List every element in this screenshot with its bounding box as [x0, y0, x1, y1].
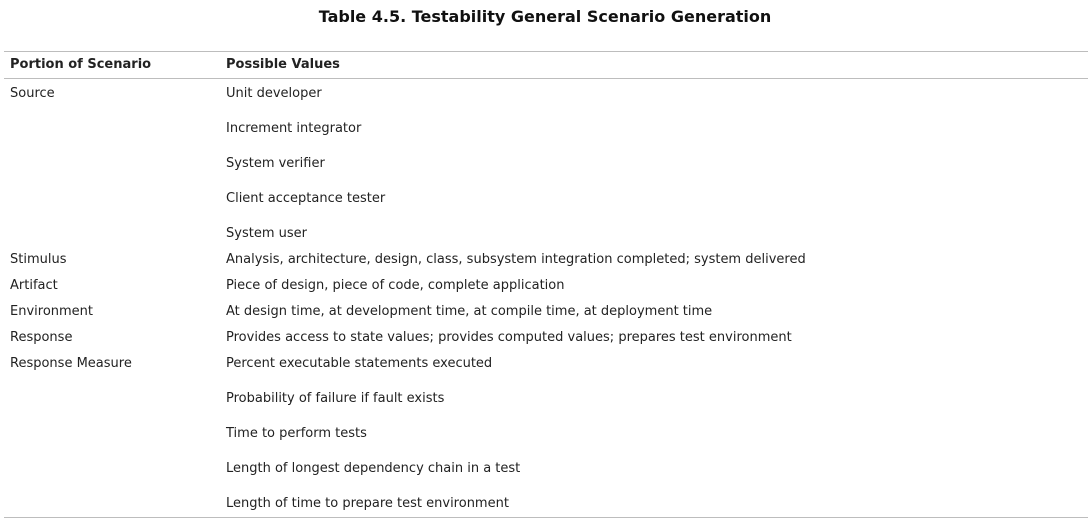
value-item: System user — [226, 226, 307, 241]
row-values-list — [226, 355, 520, 513]
header-portion-of-scenario: Portion of Scenario — [10, 57, 152, 72]
row-portion-label: Response Measure — [10, 356, 132, 371]
value-item: Length of longest dependency chain in a test — [226, 461, 521, 476]
row-values-list — [226, 303, 712, 321]
value-item: Probability of failure if fault exists — [226, 391, 445, 406]
row-portion-label: Environment — [10, 304, 94, 319]
header-possible-values: Possible Values — [226, 57, 340, 72]
row-values-list — [226, 329, 792, 347]
value-item: Length of time to prepare test environment — [226, 496, 509, 511]
row-values-list — [226, 85, 385, 243]
table-bottom-rule — [4, 517, 1088, 518]
value-item: Analysis, architecture, design, class, subsystem integration completed; system delivered — [226, 252, 806, 267]
row-portion-label: Artifact — [10, 278, 58, 293]
row-portion-label: Source — [10, 86, 55, 101]
value-item: Percent executable statements executed — [226, 356, 493, 371]
header-divider — [4, 78, 1088, 79]
value-item: Unit developer — [226, 86, 322, 101]
row-values-list — [226, 251, 806, 269]
value-item: System verifier — [226, 156, 325, 171]
table-top-rule — [4, 51, 1088, 52]
value-item: Client acceptance tester — [226, 191, 386, 206]
value-item: Piece of design, piece of code, complete application — [226, 278, 565, 293]
row-portion-label: Response — [10, 330, 73, 345]
row-portion-label: Stimulus — [10, 252, 67, 267]
table-header — [0, 57, 1090, 75]
value-item: Time to perform tests — [226, 426, 367, 441]
value-item: Provides access to state values; provides computed values; prepares test environment — [226, 330, 792, 345]
row-values-list — [226, 277, 564, 295]
value-item: At design time, at development time, at compile time, at deployment time — [226, 304, 713, 319]
value-item: Increment integrator — [226, 121, 362, 136]
table-title: Table 4.5. Testability General Scenario Generation — [318, 7, 772, 26]
